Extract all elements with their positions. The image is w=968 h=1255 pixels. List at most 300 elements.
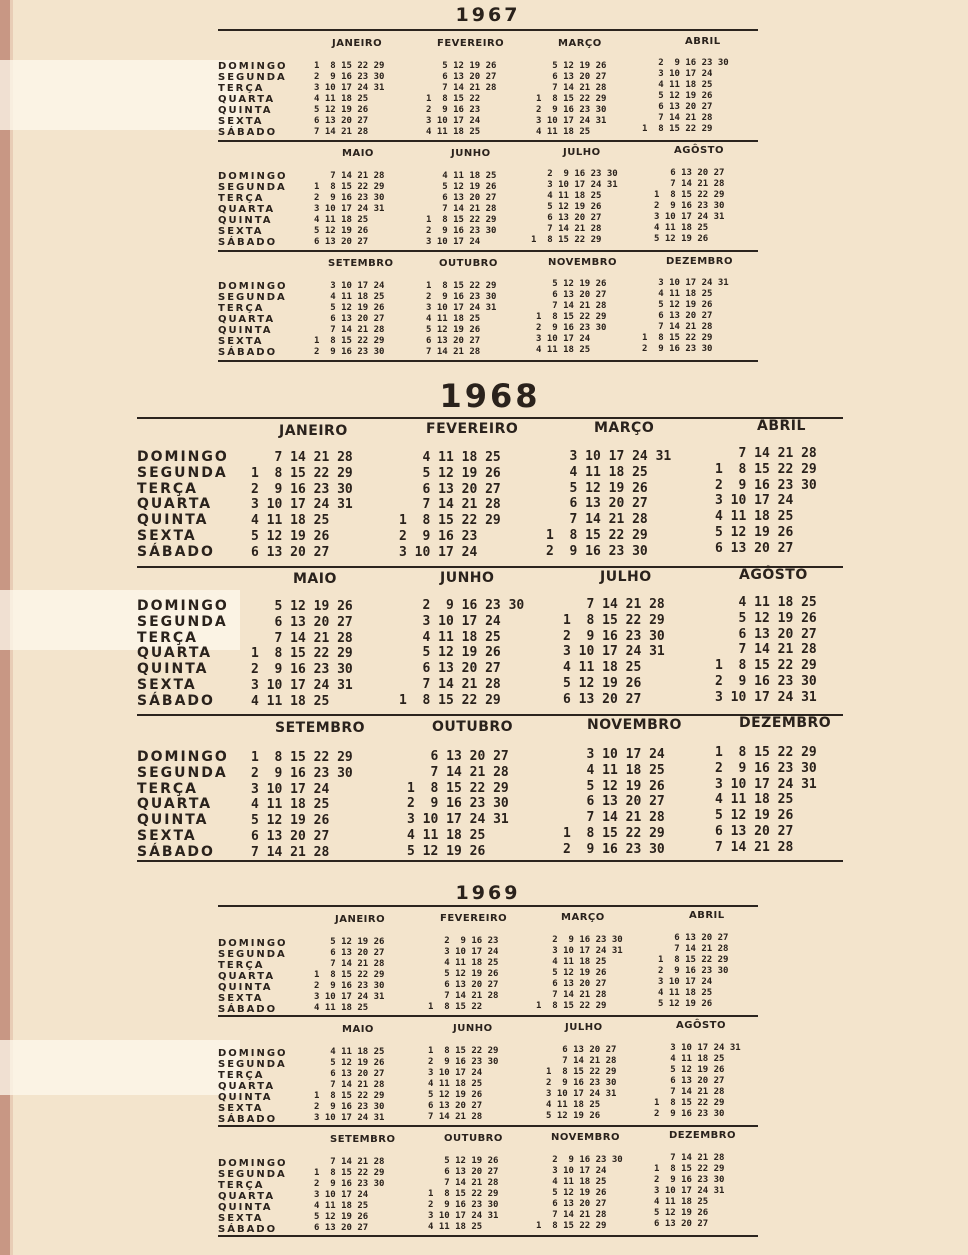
month-days-julho <box>546 1045 616 1122</box>
row-rule <box>218 140 758 142</box>
week-row: 7 14 21 28 <box>314 127 369 137</box>
weekday-label: SEXTA <box>137 827 197 844</box>
week-row: 1 8 15 22 29 <box>642 124 713 134</box>
week-row: 6 13 20 27 <box>428 1101 483 1111</box>
week-row: 5 12 19 26 <box>536 61 607 71</box>
weekday-label: DOMINGO <box>218 61 288 72</box>
week-row: 6 13 20 27 <box>399 661 501 677</box>
week-row: 3 10 17 24 <box>536 1166 607 1176</box>
month-header: NOVEMBRO <box>587 717 682 733</box>
weekday-label: SEGUNDA <box>137 613 228 630</box>
row-rule <box>218 1015 758 1017</box>
week-row: 2 9 16 23 30 <box>426 292 497 302</box>
week-row: 5 12 19 26 <box>536 279 607 289</box>
week-row: 5 12 19 26 <box>399 465 501 481</box>
week-row: 7 14 21 28 <box>428 1178 499 1188</box>
week-row: 3 10 17 24 31 <box>428 1211 499 1221</box>
week-row: 2 9 16 23 30 <box>536 935 623 945</box>
month-days-julho <box>531 169 618 246</box>
week-row: 6 13 20 27 <box>531 213 602 223</box>
week-row: 7 14 21 28 <box>314 1080 385 1090</box>
month-days-outubro <box>426 281 496 358</box>
week-row: 5 12 19 26 <box>426 182 497 192</box>
month-header: JULHO <box>600 569 652 585</box>
week-row: 4 11 18 25 <box>314 215 369 225</box>
year-title: 1968 <box>439 377 541 415</box>
weekday-labels <box>218 171 288 248</box>
week-row: 4 11 18 25 <box>658 988 713 998</box>
week-row: 3 10 17 24 31 <box>536 116 607 126</box>
week-row: 6 13 20 27 <box>426 72 497 82</box>
weekday-label: SÁBADO <box>218 347 278 358</box>
row-rule <box>218 905 758 907</box>
week-row: 6 13 20 27 <box>658 933 729 943</box>
weekday-label: TERÇA <box>218 960 265 971</box>
weekday-labels <box>137 450 229 561</box>
week-row: 1 8 15 22 29 <box>531 235 602 245</box>
week-row: 6 13 20 27 <box>314 1069 385 1079</box>
week-row: 2 9 16 23 30 <box>642 58 729 68</box>
month-header: DEZEMBRO <box>739 715 832 731</box>
month-header: OUTUBRO <box>444 1133 503 1144</box>
week-row: 6 13 20 27 <box>314 237 369 247</box>
month-header: DEZEMBRO <box>666 256 733 267</box>
week-row: 6 13 20 27 <box>654 1076 725 1086</box>
weekday-label: QUARTA <box>218 971 276 982</box>
weekday-labels <box>137 599 229 710</box>
row-rule <box>218 250 758 252</box>
week-row: 5 12 19 26 <box>251 528 330 544</box>
week-row: 5 12 19 26 <box>642 300 713 310</box>
week-row: 1 8 15 22 <box>426 94 481 104</box>
month-days-outubro <box>407 749 509 860</box>
week-row: 1 8 15 22 29 <box>399 513 501 529</box>
week-row: 1 8 15 22 29 <box>546 527 648 543</box>
week-row: 5 12 19 26 <box>546 1111 601 1121</box>
week-row: 2 9 16 23 30 <box>563 628 665 644</box>
week-row: 2 9 16 23 30 <box>314 72 385 82</box>
weekday-label: DOMINGO <box>137 749 229 765</box>
week-row: 7 14 21 28 <box>251 450 353 465</box>
weekday-label: DOMINGO <box>218 1158 288 1169</box>
week-row: 3 10 17 24 31 <box>715 689 817 705</box>
week-row: 3 10 17 24 <box>715 493 794 509</box>
week-row: 1 8 15 22 29 <box>654 1098 725 1108</box>
month-days-marco <box>536 935 623 1012</box>
week-row: 3 10 17 24 <box>399 544 478 560</box>
week-row: 6 13 20 27 <box>536 979 607 989</box>
week-row: 6 13 20 27 <box>251 544 330 560</box>
week-row: 5 12 19 26 <box>658 999 713 1009</box>
week-row: 7 14 21 28 <box>546 1056 617 1066</box>
week-row: 7 14 21 28 <box>399 676 501 692</box>
month-days-dezembro <box>715 745 817 856</box>
week-row: 2 9 16 23 30 <box>251 481 353 497</box>
weekday-label: SEGUNDA <box>218 182 287 193</box>
weekday-label: SEGUNDA <box>218 1169 287 1180</box>
row-rule <box>218 29 758 31</box>
month-header: JANEIRO <box>332 38 383 49</box>
week-row: 3 10 17 24 31 <box>407 812 509 828</box>
week-row: 5 12 19 26 <box>715 808 794 824</box>
week-row: 3 10 17 24 31 <box>531 180 618 190</box>
weekday-label: QUARTA <box>137 496 213 513</box>
month-days-maio <box>251 599 353 710</box>
week-row: 5 12 19 26 <box>546 480 648 496</box>
month-days-novembro <box>536 279 606 356</box>
month-header: AGÔSTO <box>674 145 724 156</box>
weekday-label: SÁBADO <box>137 692 215 709</box>
week-row: 6 13 20 27 <box>715 823 794 839</box>
week-row: 1 8 15 22 29 <box>428 1046 499 1056</box>
week-row: 7 14 21 28 <box>642 322 713 332</box>
week-row: 4 11 18 25 <box>426 314 481 324</box>
week-row: 4 11 18 25 <box>428 1079 483 1089</box>
week-row: 1 8 15 22 29 <box>426 215 497 225</box>
month-header: JUNHO <box>453 1023 493 1034</box>
week-row: 5 12 19 26 <box>251 599 353 614</box>
week-row: 5 12 19 26 <box>536 968 607 978</box>
week-row: 7 14 21 28 <box>251 844 330 860</box>
week-row: 4 11 18 25 <box>654 1054 725 1064</box>
weekday-labels <box>218 1158 288 1235</box>
week-row: 6 13 20 27 <box>546 496 648 512</box>
month-days-agosto <box>654 1043 741 1120</box>
month-header: DEZEMBRO <box>669 1130 736 1141</box>
weekday-label: QUINTA <box>218 982 273 993</box>
month-days-dezembro <box>642 278 729 355</box>
weekday-label: QUINTA <box>218 1092 273 1103</box>
week-row: 6 13 20 27 <box>426 193 497 203</box>
week-row: 4 11 18 25 <box>642 289 713 299</box>
week-row: 1 8 15 22 29 <box>314 970 385 980</box>
week-row: 3 10 17 24 31 <box>563 644 665 660</box>
week-row: 7 14 21 28 <box>428 1112 483 1122</box>
week-row: 4 11 18 25 <box>536 1177 607 1187</box>
week-row: 3 10 17 24 <box>658 977 713 987</box>
weekday-label: SÁBADO <box>218 127 278 138</box>
weekday-label: QUARTA <box>218 1191 276 1202</box>
weekday-labels <box>218 938 288 1015</box>
month-days-abril <box>658 933 728 1010</box>
week-row: 3 10 17 24 <box>536 334 591 344</box>
week-row: 5 12 19 26 <box>715 610 817 626</box>
week-row: 5 12 19 26 <box>428 1156 499 1166</box>
month-days-setembro <box>314 281 384 358</box>
week-row: 4 11 18 25 <box>715 792 794 808</box>
week-row: 1 8 15 22 29 <box>251 646 353 662</box>
weekday-label: SEGUNDA <box>218 1059 287 1070</box>
week-row: 7 14 21 28 <box>536 301 607 311</box>
week-row: 7 14 21 28 <box>642 113 713 123</box>
week-row: 3 10 17 24 <box>314 281 385 291</box>
week-row: 6 13 20 27 <box>428 1167 499 1177</box>
week-row: 5 12 19 26 <box>531 202 602 212</box>
week-row: 4 11 18 25 <box>426 127 481 137</box>
weekday-label: QUARTA <box>218 204 276 215</box>
month-header: NOVEMBRO <box>551 1132 620 1143</box>
week-row: 2 9 16 23 30 <box>536 323 607 333</box>
week-row: 5 12 19 26 <box>314 303 385 313</box>
week-row: 3 10 17 24 <box>426 116 481 126</box>
month-days-maio <box>314 1047 384 1124</box>
week-row: 7 14 21 28 <box>536 1210 607 1220</box>
weekday-label: SEXTA <box>137 527 197 544</box>
week-row: 6 13 20 27 <box>251 614 353 630</box>
weekday-label: DOMINGO <box>137 449 229 465</box>
weekday-label: QUARTA <box>218 1081 276 1092</box>
tape-strip <box>0 1040 240 1095</box>
week-row: 7 14 21 28 <box>314 325 385 335</box>
week-row: 6 13 20 27 <box>642 102 713 112</box>
week-row: 3 10 17 24 31 <box>251 497 353 513</box>
week-row: 4 11 18 25 <box>399 629 501 645</box>
week-row: 1 8 15 22 <box>428 1002 483 1012</box>
bottom-rule <box>218 1235 758 1237</box>
week-row: 1 8 15 22 29 <box>563 825 665 841</box>
week-row: 3 10 17 24 <box>314 1190 369 1200</box>
week-row: 1 8 15 22 29 <box>251 750 353 765</box>
weekday-label: SEGUNDA <box>137 764 228 781</box>
week-row: 7 14 21 28 <box>536 83 607 93</box>
week-row: 2 9 16 23 30 <box>426 226 497 236</box>
week-row: 7 14 21 28 <box>251 630 353 646</box>
week-row: 5 12 19 26 <box>642 91 713 101</box>
weekday-label: SÁBADO <box>137 843 215 860</box>
week-row: 5 12 19 26 <box>654 1208 709 1218</box>
week-row: 5 12 19 26 <box>563 675 642 691</box>
week-row: 6 13 20 27 <box>715 540 794 556</box>
week-row: 3 10 17 24 31 <box>715 776 817 792</box>
weekday-labels <box>218 281 288 358</box>
week-row: 7 14 21 28 <box>563 597 665 612</box>
month-header: MAIO <box>293 571 337 587</box>
week-row: 4 11 18 25 <box>715 509 794 525</box>
week-row: 4 11 18 25 <box>546 1100 601 1110</box>
month-days-julho <box>563 597 665 708</box>
bottom-rule <box>137 860 843 862</box>
week-row: 4 11 18 25 <box>314 1047 385 1057</box>
week-row: 7 14 21 28 <box>654 1087 725 1097</box>
row-rule <box>137 417 843 419</box>
week-row: 3 10 17 24 <box>428 947 499 957</box>
week-row: 2 9 16 23 30 <box>654 201 725 211</box>
weekday-label: SÁBADO <box>218 1004 278 1015</box>
weekday-label: TERÇA <box>218 1180 265 1191</box>
week-row: 5 12 19 26 <box>314 226 369 236</box>
week-row: 7 14 21 28 <box>715 839 794 855</box>
weekday-label: SÁBADO <box>137 543 215 560</box>
weekday-label: QUINTA <box>218 105 273 116</box>
week-row: 2 9 16 23 30 <box>546 1078 617 1088</box>
week-row: 6 13 20 27 <box>407 749 509 764</box>
week-row: 7 14 21 28 <box>654 1153 725 1163</box>
bottom-rule <box>218 360 758 362</box>
month-days-janeiro <box>251 450 353 561</box>
week-row: 2 9 16 23 30 <box>658 966 729 976</box>
month-header: JULHO <box>563 147 601 158</box>
weekday-label: SEXTA <box>218 336 264 347</box>
week-row: 2 9 16 23 30 <box>407 796 509 812</box>
week-row: 2 9 16 23 30 <box>536 105 607 115</box>
week-row: 7 14 21 28 <box>715 642 817 658</box>
row-rule <box>137 566 843 568</box>
week-row: 1 8 15 22 29 <box>536 1221 607 1231</box>
month-header: JANEIRO <box>279 423 348 439</box>
week-row: 4 11 18 25 <box>426 171 497 181</box>
week-row: 6 13 20 27 <box>546 1045 617 1055</box>
week-row: 7 14 21 28 <box>426 347 481 357</box>
week-row: 4 11 18 25 <box>407 827 486 843</box>
week-row: 1 8 15 22 29 <box>314 61 385 71</box>
weekday-label: QUINTA <box>218 215 273 226</box>
week-row: 1 8 15 22 29 <box>314 182 385 192</box>
week-row: 2 9 16 23 30 <box>314 981 385 991</box>
month-header: MAIO <box>342 148 374 159</box>
week-row: 7 14 21 28 <box>715 446 817 461</box>
week-row: 1 8 15 22 29 <box>654 1164 725 1174</box>
week-row: 2 9 16 23 30 <box>428 1057 499 1067</box>
week-row: 3 10 17 24 31 <box>654 212 725 222</box>
week-row: 3 10 17 24 31 <box>314 83 385 93</box>
week-row: 1 8 15 22 29 <box>642 333 713 343</box>
weekday-label: QUARTA <box>218 94 276 105</box>
month-header: FEVEREIRO <box>437 38 505 49</box>
week-row: 4 11 18 25 <box>428 1222 483 1232</box>
week-row: 3 10 17 24 31 <box>314 992 385 1002</box>
week-row: 6 13 20 27 <box>426 336 481 346</box>
week-row: 4 11 18 25 <box>314 94 369 104</box>
week-row: 3 10 17 24 31 <box>314 204 385 214</box>
weekday-label: QUARTA <box>218 314 276 325</box>
weekday-label: QUARTA <box>137 645 213 662</box>
calendar-1967 <box>218 2 758 362</box>
week-row: 5 12 19 26 <box>314 1212 369 1222</box>
week-row: 1 8 15 22 29 <box>251 465 353 481</box>
week-row: 6 13 20 27 <box>654 168 725 178</box>
week-row: 6 13 20 27 <box>314 314 385 324</box>
week-row: 7 14 21 28 <box>536 990 607 1000</box>
week-row: 7 14 21 28 <box>654 179 725 189</box>
weekday-label: TERÇA <box>137 780 199 797</box>
week-row: 5 12 19 26 <box>715 524 794 540</box>
month-days-junho <box>399 598 524 709</box>
year-title: 1969 <box>455 882 521 904</box>
month-days-janeiro <box>314 61 384 138</box>
weekday-label: DOMINGO <box>218 281 288 292</box>
week-row: 2 9 16 23 30 <box>654 1175 725 1185</box>
week-row: 2 9 16 23 30 <box>314 1179 385 1189</box>
calendar-1969 <box>218 880 758 1245</box>
week-row: 2 9 16 23 30 <box>654 1109 725 1119</box>
week-row: 3 10 17 24 <box>642 69 713 79</box>
week-row: 4 11 18 25 <box>654 223 709 233</box>
month-header: OUTUBRO <box>432 719 514 735</box>
week-row: 7 14 21 28 <box>399 497 501 513</box>
month-header: JUNHO <box>451 148 491 159</box>
weekday-labels <box>218 1048 288 1125</box>
week-row: 1 8 15 22 29 <box>407 780 509 796</box>
week-row: 7 14 21 28 <box>426 204 497 214</box>
weekday-label: SEXTA <box>218 1103 264 1114</box>
weekday-label: SEXTA <box>218 116 264 127</box>
month-header: SETEMBRO <box>275 720 366 736</box>
weekday-label: TERÇA <box>137 629 199 646</box>
weekday-label: QUINTA <box>137 661 209 678</box>
week-row: 1 8 15 22 29 <box>715 658 817 674</box>
week-row: 4 11 18 25 <box>536 957 607 967</box>
week-row: 1 8 15 22 29 <box>428 1189 499 1199</box>
month-header: FEVEREIRO <box>440 913 508 924</box>
week-row: 5 12 19 26 <box>399 645 501 661</box>
week-row: 2 9 16 23 30 <box>546 543 648 559</box>
weekday-label: SEXTA <box>218 993 264 1004</box>
week-row: 5 12 19 26 <box>314 1058 385 1068</box>
weekday-label: QUINTA <box>218 325 273 336</box>
week-row: 3 10 17 24 31 <box>642 278 729 288</box>
week-row: 4 11 18 25 <box>531 191 602 201</box>
week-row: 4 11 18 25 <box>314 1003 369 1013</box>
weekday-label: SEXTA <box>218 1213 264 1224</box>
week-row: 4 11 18 25 <box>251 513 330 529</box>
month-header: MARÇO <box>561 912 605 923</box>
week-row: 2 9 16 23 30 <box>536 1155 623 1165</box>
week-row: 4 11 18 25 <box>536 127 591 137</box>
weekday-label: SEXTA <box>137 676 197 693</box>
week-row: 6 13 20 27 <box>563 691 642 707</box>
week-row: 5 12 19 26 <box>407 843 486 859</box>
week-row: 4 11 18 25 <box>536 345 591 355</box>
week-row: 3 10 17 24 31 <box>536 946 623 956</box>
week-row: 1 8 15 22 29 <box>715 745 817 760</box>
week-row: 1 8 15 22 29 <box>314 1091 385 1101</box>
month-header: ABRIL <box>685 36 721 47</box>
week-row: 6 13 20 27 <box>536 72 607 82</box>
weekday-label: SÁBADO <box>218 237 278 248</box>
month-header: MARÇO <box>594 420 655 436</box>
weekday-label: SEGUNDA <box>218 292 287 303</box>
month-header: ABRIL <box>689 910 725 921</box>
week-row: 6 13 20 27 <box>428 980 499 990</box>
week-row: 3 10 17 24 <box>399 613 501 629</box>
week-row: 3 10 17 24 31 <box>426 303 497 313</box>
week-row: 5 12 19 26 <box>536 1188 607 1198</box>
week-row: 2 9 16 23 <box>428 936 499 946</box>
week-row: 4 11 18 25 <box>642 80 713 90</box>
week-row: 3 10 17 24 31 <box>654 1186 725 1196</box>
week-row: 7 14 21 28 <box>314 959 385 969</box>
month-days-fevereiro <box>426 61 496 138</box>
week-row: 1 8 15 22 29 <box>536 312 607 322</box>
week-row: 2 9 16 23 <box>399 528 478 544</box>
month-header: JANEIRO <box>335 914 386 925</box>
month-header: SETEMBRO <box>330 1134 396 1145</box>
week-row: 7 14 21 28 <box>546 512 648 528</box>
week-row: 3 10 17 24 <box>251 781 330 797</box>
month-header: ABRIL <box>757 418 806 434</box>
month-header: NOVEMBRO <box>548 257 617 268</box>
weekday-labels <box>218 61 288 138</box>
week-row: 4 11 18 25 <box>314 1201 369 1211</box>
weekday-label: TERÇA <box>137 480 199 497</box>
weekday-label: SEGUNDA <box>218 949 287 960</box>
month-header: JULHO <box>565 1022 603 1033</box>
week-row: 6 13 20 27 <box>654 1219 709 1229</box>
weekday-label: QUINTA <box>137 812 209 829</box>
week-row: 1 8 15 22 29 <box>536 94 607 104</box>
week-row: 1 8 15 22 29 <box>536 1001 607 1011</box>
month-days-novembro <box>536 1155 623 1232</box>
